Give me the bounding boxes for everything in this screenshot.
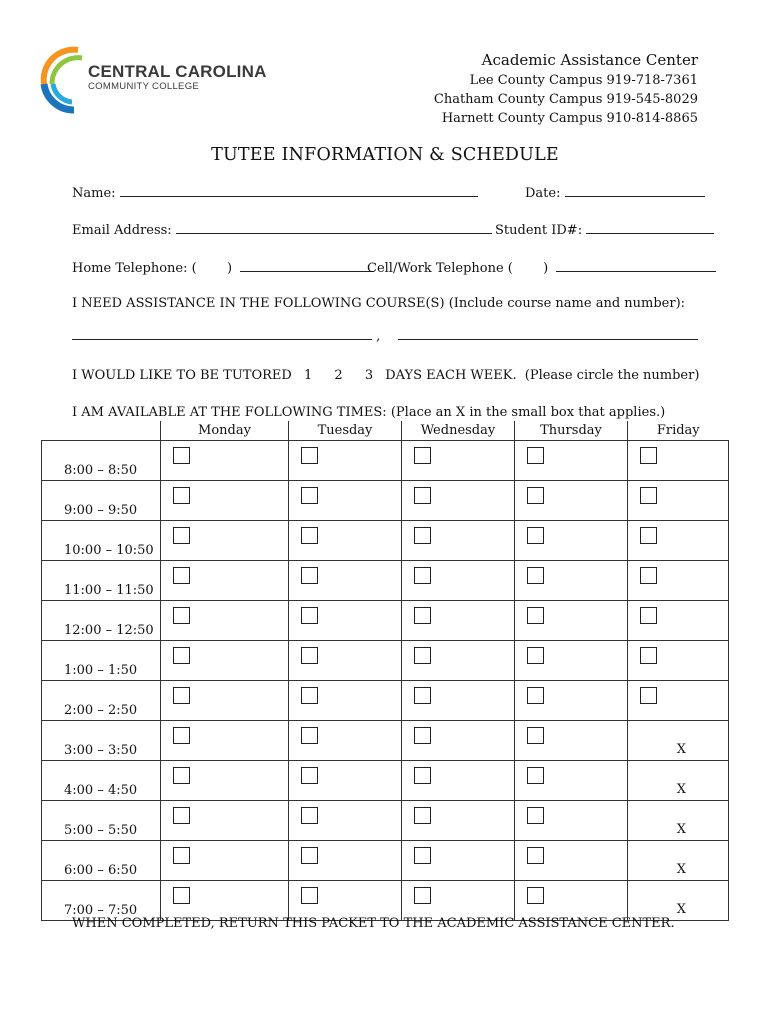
- slot-cell-friday: [628, 841, 729, 881]
- email-field[interactable]: [176, 221, 492, 234]
- schedule-header-row: [42, 421, 729, 441]
- availability-checkbox[interactable]: [527, 847, 544, 864]
- availability-checkbox[interactable]: [301, 567, 318, 584]
- slot-cell-friday: [628, 601, 729, 641]
- slot-cell-friday: [628, 561, 729, 601]
- slot-cell-wednesday: [402, 441, 515, 481]
- course-field-2[interactable]: [398, 327, 698, 340]
- footer-instruction: WHEN COMPLETED, RETURN THIS PACKET TO THE ACADEMIC ASSISTANCE CENTER.: [72, 916, 675, 931]
- name-label: Name:: [72, 186, 116, 201]
- availability-checkbox[interactable]: [301, 647, 318, 664]
- availability-checkbox[interactable]: [301, 447, 318, 464]
- course-separator: ,: [376, 329, 381, 344]
- availability-checkbox[interactable]: [640, 647, 657, 664]
- availability-checkbox[interactable]: [301, 527, 318, 544]
- slot-cell-friday: [628, 721, 729, 761]
- availability-checkbox[interactable]: [414, 887, 431, 904]
- home-phone-close-paren: ): [226, 261, 233, 276]
- time-slot-label: 6:00 – 6:50: [42, 841, 161, 881]
- time-column-header: [42, 421, 161, 441]
- cell-phone-field[interactable]: [556, 259, 716, 272]
- availability-checkbox[interactable]: [640, 687, 657, 704]
- unavailable-x-mark: X: [676, 742, 686, 757]
- availability-checkbox[interactable]: [414, 807, 431, 824]
- slot-cell-monday: [161, 761, 289, 801]
- home-phone-field[interactable]: [240, 259, 374, 272]
- student-id-label: Student ID#:: [495, 223, 583, 238]
- schedule-table: [41, 421, 729, 921]
- availability-checkbox[interactable]: [173, 887, 190, 904]
- availability-checkbox[interactable]: [414, 567, 431, 584]
- date-field[interactable]: [565, 184, 705, 197]
- courses-hint: (Include course name and number):: [448, 296, 686, 311]
- slot-cell-monday: [161, 641, 289, 681]
- days-option-2[interactable]: 2: [334, 368, 343, 383]
- availability-checkbox[interactable]: [173, 807, 190, 824]
- slot-cell-thursday: [515, 641, 628, 681]
- college-logo: [38, 44, 267, 116]
- days-label-end: DAYS EACH WEEK.: [385, 368, 517, 383]
- slot-cell-friday: [628, 761, 729, 801]
- slot-cell-wednesday: [402, 881, 515, 921]
- days-option-3[interactable]: 3: [364, 368, 374, 383]
- availability-checkbox[interactable]: [414, 647, 431, 664]
- availability-checkbox[interactable]: [414, 727, 431, 744]
- date-row: [525, 184, 705, 201]
- logo-mark-icon: [38, 44, 86, 114]
- availability-checkbox[interactable]: [173, 527, 190, 544]
- time-slot-label: 11:00 – 11:50: [42, 561, 161, 601]
- availability-checkbox[interactable]: [301, 727, 318, 744]
- campus-chatham: Chatham County Campus 919-545-8029: [433, 92, 698, 107]
- availability-checkbox[interactable]: [414, 767, 431, 784]
- cell-phone-row: [367, 259, 716, 276]
- availability-checkbox[interactable]: [527, 487, 544, 504]
- availability-checkbox[interactable]: [640, 567, 657, 584]
- unavailable-x-mark: X: [676, 902, 686, 917]
- slot-cell-friday: [628, 481, 729, 521]
- availability-checkbox[interactable]: [640, 447, 657, 464]
- slot-cell-thursday: [515, 561, 628, 601]
- availability-checkbox[interactable]: [414, 487, 431, 504]
- time-slot-label: 5:00 – 5:50: [42, 801, 161, 841]
- slot-cell-thursday: [515, 441, 628, 481]
- schedule-row: [42, 561, 729, 601]
- time-slot-label: 1:00 – 1:50: [42, 641, 161, 681]
- email-row: [72, 221, 492, 238]
- availability-checkbox[interactable]: [173, 607, 190, 624]
- days-hint: (Please circle the number): [524, 368, 700, 383]
- availability-checkbox[interactable]: [527, 807, 544, 824]
- slot-cell-monday: [161, 681, 289, 721]
- availability-label: I AM AVAILABLE AT THE FOLLOWING TIMES:: [72, 405, 387, 420]
- center-name: Academic Assistance Center: [481, 51, 698, 69]
- slot-cell-wednesday: [402, 841, 515, 881]
- home-phone-label: Home Telephone: (: [72, 261, 197, 276]
- slot-cell-friday: [628, 801, 729, 841]
- course-field-1[interactable]: [72, 327, 372, 340]
- availability-checkbox[interactable]: [301, 887, 318, 904]
- availability-checkbox[interactable]: [301, 767, 318, 784]
- availability-checkbox[interactable]: [640, 607, 657, 624]
- slot-cell-tuesday: [289, 881, 402, 921]
- unavailable-x-mark: X: [676, 862, 686, 877]
- availability-checkbox[interactable]: [414, 607, 431, 624]
- slot-cell-friday: [628, 521, 729, 561]
- slot-cell-tuesday: [289, 601, 402, 641]
- availability-checkbox[interactable]: [301, 847, 318, 864]
- day-header-monday: Monday: [161, 421, 289, 441]
- student-id-field[interactable]: [586, 221, 714, 234]
- availability-checkbox[interactable]: [173, 567, 190, 584]
- availability-checkbox[interactable]: [414, 687, 431, 704]
- slot-cell-thursday: [515, 521, 628, 561]
- availability-row: [72, 405, 665, 420]
- slot-cell-wednesday: [402, 761, 515, 801]
- cell-phone-close-paren: ): [543, 261, 549, 276]
- availability-checkbox[interactable]: [527, 527, 544, 544]
- slot-cell-monday: [161, 481, 289, 521]
- course-lines: [72, 327, 698, 344]
- courses-row: [72, 296, 685, 311]
- slot-cell-thursday: [515, 681, 628, 721]
- slot-cell-thursday: [515, 881, 628, 921]
- slot-cell-wednesday: [402, 521, 515, 561]
- day-header-tuesday: Tuesday: [289, 421, 402, 441]
- logo-title: CENTRAL CAROLINA: [88, 62, 267, 81]
- availability-checkbox[interactable]: [301, 687, 318, 704]
- slot-cell-monday: [161, 801, 289, 841]
- slot-cell-wednesday: [402, 801, 515, 841]
- schedule-row: [42, 761, 729, 801]
- slot-cell-thursday: [515, 801, 628, 841]
- slot-cell-wednesday: [402, 721, 515, 761]
- email-label: Email Address:: [72, 223, 172, 238]
- availability-checkbox[interactable]: [527, 887, 544, 904]
- slot-cell-wednesday: [402, 601, 515, 641]
- schedule-row: [42, 841, 729, 881]
- days-per-week-row: [72, 368, 699, 383]
- availability-checkbox[interactable]: [414, 447, 431, 464]
- slot-cell-thursday: [515, 721, 628, 761]
- availability-checkbox[interactable]: [414, 847, 431, 864]
- slot-cell-monday: [161, 841, 289, 881]
- availability-checkbox[interactable]: [173, 687, 190, 704]
- campus-harnett: Harnett County Campus 910-814-8865: [441, 111, 698, 126]
- schedule-row: [42, 481, 729, 521]
- slot-cell-monday: [161, 881, 289, 921]
- slot-cell-thursday: [515, 841, 628, 881]
- availability-checkbox[interactable]: [527, 767, 544, 784]
- availability-checkbox[interactable]: [527, 447, 544, 464]
- availability-checkbox[interactable]: [527, 727, 544, 744]
- availability-checkbox[interactable]: [173, 767, 190, 784]
- time-slot-label: 9:00 – 9:50: [42, 481, 161, 521]
- availability-checkbox[interactable]: [414, 527, 431, 544]
- time-slot-label: 10:00 – 10:50: [42, 521, 161, 561]
- slot-cell-friday: [628, 441, 729, 481]
- home-phone-row: [72, 259, 374, 276]
- student-id-row: [495, 221, 714, 238]
- availability-checkbox[interactable]: [640, 487, 657, 504]
- slot-cell-monday: [161, 521, 289, 561]
- days-label-start: I WOULD LIKE TO BE TUTORED: [72, 368, 292, 383]
- slot-cell-friday: [628, 641, 729, 681]
- availability-checkbox[interactable]: [173, 847, 190, 864]
- slot-cell-monday: [161, 441, 289, 481]
- schedule-row: [42, 601, 729, 641]
- availability-checkbox[interactable]: [527, 607, 544, 624]
- slot-cell-tuesday: [289, 841, 402, 881]
- contact-block: [434, 49, 698, 128]
- unavailable-x-mark: X: [676, 822, 686, 837]
- slot-cell-tuesday: [289, 441, 402, 481]
- slot-cell-tuesday: [289, 521, 402, 561]
- availability-checkbox[interactable]: [301, 487, 318, 504]
- availability-checkbox[interactable]: [173, 647, 190, 664]
- name-row: [72, 184, 478, 201]
- slot-cell-tuesday: [289, 721, 402, 761]
- availability-hint: (Place an X in the small box that applies.): [390, 405, 666, 420]
- cell-phone-label: Cell/Work Telephone (: [367, 261, 513, 276]
- slot-cell-tuesday: [289, 801, 402, 841]
- slot-cell-friday: [628, 881, 729, 921]
- slot-cell-thursday: [515, 601, 628, 641]
- availability-checkbox[interactable]: [173, 727, 190, 744]
- time-slot-label: 12:00 – 12:50: [42, 601, 161, 641]
- time-slot-label: 3:00 – 3:50: [42, 721, 161, 761]
- slot-cell-tuesday: [289, 561, 402, 601]
- date-label: Date:: [525, 186, 561, 201]
- availability-checkbox[interactable]: [640, 527, 657, 544]
- schedule-body: [42, 441, 729, 921]
- slot-cell-wednesday: [402, 561, 515, 601]
- schedule-row: [42, 521, 729, 561]
- slot-cell-tuesday: [289, 641, 402, 681]
- schedule-row: [42, 721, 729, 761]
- slot-cell-thursday: [515, 761, 628, 801]
- day-header-friday: Friday: [656, 423, 700, 438]
- time-slot-label: 4:00 – 4:50: [42, 761, 161, 801]
- schedule-row: [42, 881, 729, 921]
- time-slot-label: 8:00 – 8:50: [42, 441, 161, 481]
- slot-cell-tuesday: [289, 681, 402, 721]
- availability-checkbox[interactable]: [301, 807, 318, 824]
- slot-cell-monday: [161, 601, 289, 641]
- schedule-row: [42, 801, 729, 841]
- day-header-wednesday: Wednesday: [402, 421, 515, 441]
- slot-cell-monday: [161, 561, 289, 601]
- availability-checkbox[interactable]: [173, 447, 190, 464]
- slot-cell-thursday: [515, 481, 628, 521]
- slot-cell-wednesday: [402, 681, 515, 721]
- schedule-row: [42, 441, 729, 481]
- schedule-row: [42, 641, 729, 681]
- slot-cell-wednesday: [402, 481, 515, 521]
- availability-checkbox[interactable]: [527, 567, 544, 584]
- time-slot-label: 7:00 – 7:50: [42, 881, 161, 921]
- campus-lee: Lee County Campus 919-718-7361: [469, 73, 698, 88]
- courses-label: I NEED ASSISTANCE IN THE FOLLOWING COURSE(S): [72, 296, 445, 311]
- slot-cell-tuesday: [289, 481, 402, 521]
- availability-checkbox[interactable]: [301, 607, 318, 624]
- name-field[interactable]: [120, 184, 478, 197]
- logo-subtitle: COMMUNITY COLLEGE: [88, 81, 200, 92]
- time-slot-label: 2:00 – 2:50: [42, 681, 161, 721]
- slot-cell-monday: [161, 721, 289, 761]
- unavailable-x-mark: X: [676, 782, 686, 797]
- slot-cell-tuesday: [289, 761, 402, 801]
- schedule-row: [42, 681, 729, 721]
- days-option-1[interactable]: 1: [303, 368, 313, 383]
- day-header-thursday: Thursday: [515, 421, 628, 441]
- slot-cell-friday: [628, 681, 729, 721]
- availability-checkbox[interactable]: [527, 647, 544, 664]
- form-title: TUTEE INFORMATION & SCHEDULE: [211, 145, 559, 165]
- slot-cell-wednesday: [402, 641, 515, 681]
- availability-checkbox[interactable]: [527, 687, 544, 704]
- availability-checkbox[interactable]: [173, 487, 190, 504]
